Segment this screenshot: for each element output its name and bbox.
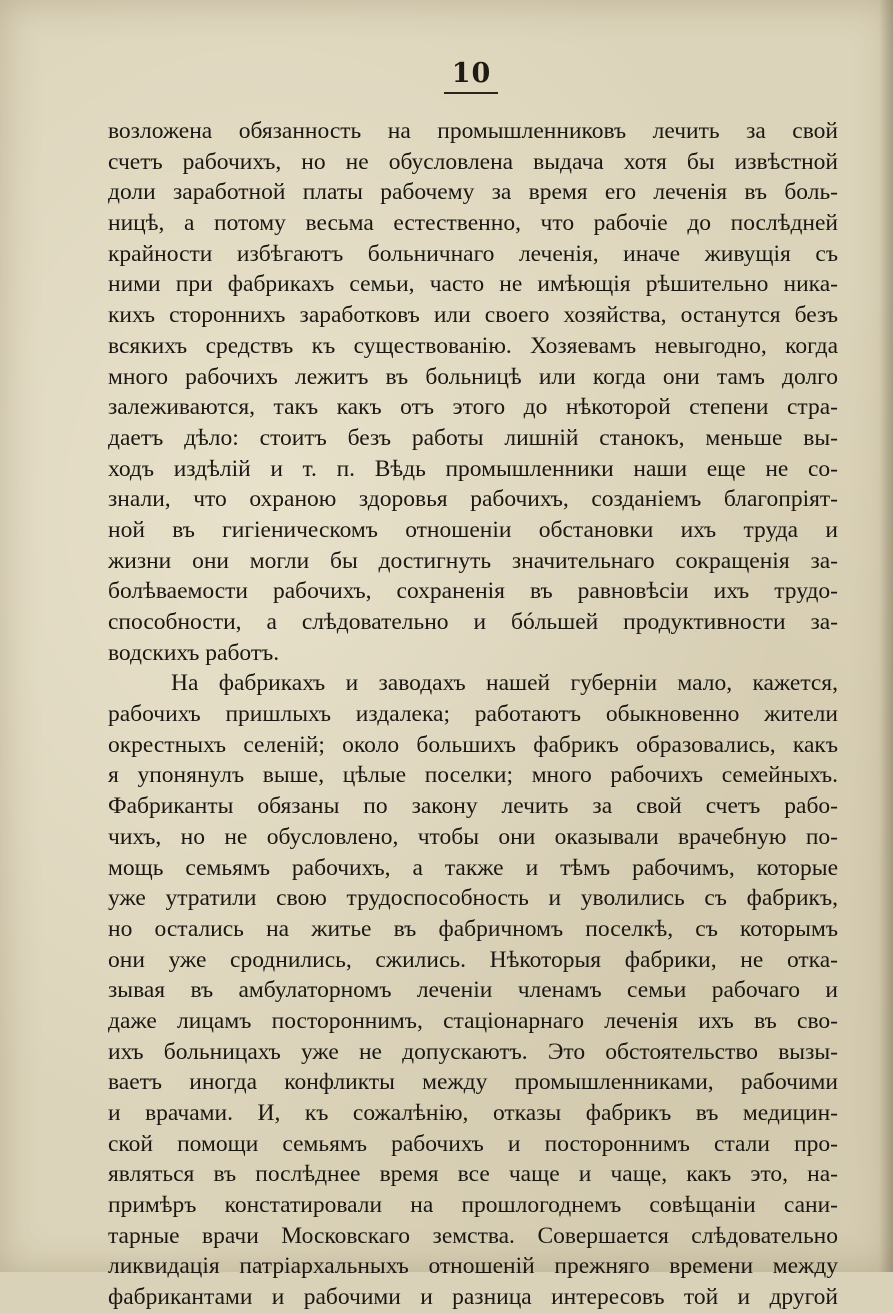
text-line: мощь семьямъ рабочихъ, а также и тѣмъ рабочимъ, которые <box>108 854 838 881</box>
text-line: окрестныхъ селеній; около большихъ фабрикъ образовались, какъ <box>108 731 838 758</box>
text-line: уже утратили свою трудоспособность и уволились съ фабрикъ, <box>108 885 838 912</box>
text-line: способности, а слѣдовательно и бóльшей продуктивности за- <box>108 609 838 635</box>
text-line: примѣръ констатировали на прошлогоднемъ совѣщаніи сани- <box>108 1192 838 1219</box>
text-line: фабрикантами и рабочими и разница интересовъ той и другой <box>108 1284 838 1311</box>
text-line: жизни они могли бы достигнуть значительнаго сокращенія за- <box>108 547 838 574</box>
text-line: ваетъ иногда конфликты между промышленниками, рабочими <box>108 1069 838 1096</box>
text-line: чихъ, но не обусловлено, чтобы они оказывали врачебную по- <box>108 823 838 850</box>
page-number-rule <box>444 92 498 94</box>
text-line: ихъ больницахъ уже не допускаютъ. Это обстоятельство вызы- <box>108 1038 838 1065</box>
text-line: ной въ гигіеническомъ отношеніи обстановки ихъ труда и <box>108 516 838 543</box>
text-line: доли заработной платы рабочему за время его леченія въ боль- <box>108 179 838 206</box>
text-line: ской помощи семьямъ рабочихъ и постороннимъ стали про- <box>108 1130 838 1157</box>
text-line: ликвидація патріархальныхъ отношеній прежняго времени между <box>108 1253 838 1280</box>
text-line: залеживаются, такъ какъ отъ этого до нѣкоторой степени стра- <box>108 394 838 421</box>
text-line: зывая въ амбулаторномъ леченіи членамъ семьи рабочаго и <box>108 977 838 1004</box>
body-text <box>108 116 838 1313</box>
text-line: я упонянулъ выше, цѣлые поселки; много рабочихъ семейныхъ. <box>108 762 838 789</box>
text-line: Фабриканты обязаны по закону лечить за свой счетъ рабо- <box>108 793 838 820</box>
text-line: болѣваемости рабочихъ, сохраненія въ равновѣсіи ихъ трудо- <box>108 578 838 605</box>
text-line: даетъ дѣло: стоитъ безъ работы лишній станокъ, меньше вы- <box>108 424 838 451</box>
text-line: ними при фабрикахъ семьи, часто не имѣющія рѣшительно ника- <box>108 271 838 298</box>
text-line: ходъ издѣлій и т. п. Вѣдь промышленники наши еще не со- <box>108 455 838 482</box>
text-line: крайности избѣгаютъ больничнаго леченія, иначе живущія съ <box>108 240 838 267</box>
paragraph-start-line: На фабрикахъ и заводахъ нашей губерніи мало, кажется, <box>171 670 838 697</box>
text-line: всякихъ средствъ къ существованію. Хозяевамъ невыгодно, когда <box>108 332 838 359</box>
text-line: кихъ стороннихъ заработковъ или своего хозяйства, останутся безъ <box>108 302 838 329</box>
text-line: и врачами. И, къ сожалѣнію, отказы фабрикъ въ медицин- <box>108 1100 838 1126</box>
text-line: тарные врачи Московскаго земства. Совершается слѣдовательно <box>108 1222 838 1249</box>
text-line: они уже сроднились, сжились. Нѣкоторыя фабрики, не отка- <box>108 946 838 973</box>
page-spine-shadow <box>879 0 893 1272</box>
text-line: возложена обязанность на промышленниковъ лечить за свой <box>108 118 838 144</box>
text-line: даже лицамъ постороннимъ, стаціонарнаго леченія ихъ въ сво- <box>108 1007 838 1034</box>
text-line: рабочихъ пришлыхъ издалека; работаютъ обыкновенно жители <box>108 701 838 728</box>
text-line: много рабочихъ лежитъ въ больницѣ или когда они тамъ долго <box>108 363 838 390</box>
text-line: счетъ рабочихъ, но не обусловлена выдача хотя бы извѣстной <box>108 148 838 175</box>
text-line: являться въ послѣднее время все чаще и чаще, какъ это, на- <box>108 1161 838 1188</box>
page-number: 10 <box>451 58 492 89</box>
paragraph-end-line: водскихъ работъ. <box>108 639 280 666</box>
text-line: ницѣ, а потому весьма естественно, что рабочіе до послѣдней <box>108 210 838 237</box>
text-line: знали, что охраною здоровья рабочихъ, созданіемъ благопріят- <box>108 486 838 513</box>
text-line: но остались на житье въ фабричномъ поселкѣ, съ которымъ <box>108 915 838 942</box>
